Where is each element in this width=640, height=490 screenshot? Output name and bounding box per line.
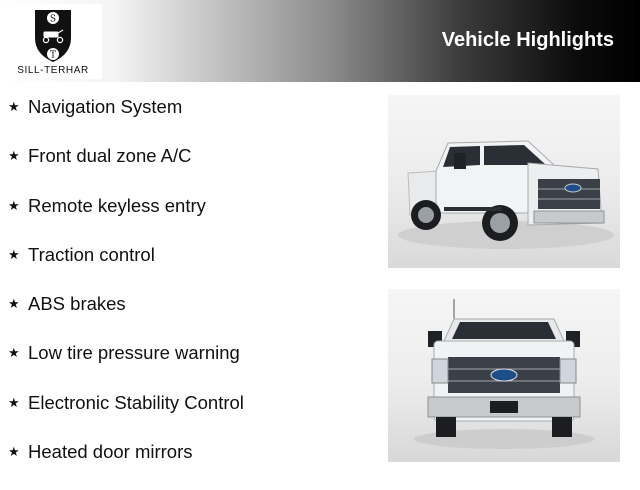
list-item [8,342,244,391]
feature-label: Traction control [28,243,155,265]
feature-list [8,96,244,490]
star-icon: ★ [8,148,20,164]
star-icon: ★ [8,345,20,361]
feature-label: ABS brakes [28,293,126,315]
feature-label: Electronic Stability Control [28,391,244,413]
feature-label: Heated door mirrors [28,441,193,463]
svg-text:S: S [49,14,57,25]
list-item [8,244,244,293]
feature-label: Front dual zone A/C [28,145,192,167]
feature-label: Low tire pressure warning [28,342,240,364]
dealer-name: SILL-TERHAR [17,65,89,76]
star-icon: ★ [8,296,20,312]
list-item [8,441,244,490]
star-icon: ★ [8,197,20,213]
star-icon: ★ [8,99,20,114]
star-icon: ★ [8,444,20,460]
list-item [8,293,244,342]
feature-label: Navigation System [28,96,183,117]
svg-text:T: T [49,50,57,61]
star-icon: ★ [8,246,20,262]
feature-label: Remote keyless entry [28,194,206,216]
page-title: Vehicle Highlights [441,29,614,51]
list-item [8,392,244,441]
dealer-logo [4,4,102,79]
list-item [8,145,244,194]
star-icon: ★ [8,394,20,410]
list-item [8,96,244,145]
list-item [8,195,244,244]
vehicle-photo-side [388,95,620,268]
shield-logo-icon [33,8,73,64]
vehicle-photo-front [388,289,620,462]
header-banner [0,0,640,82]
